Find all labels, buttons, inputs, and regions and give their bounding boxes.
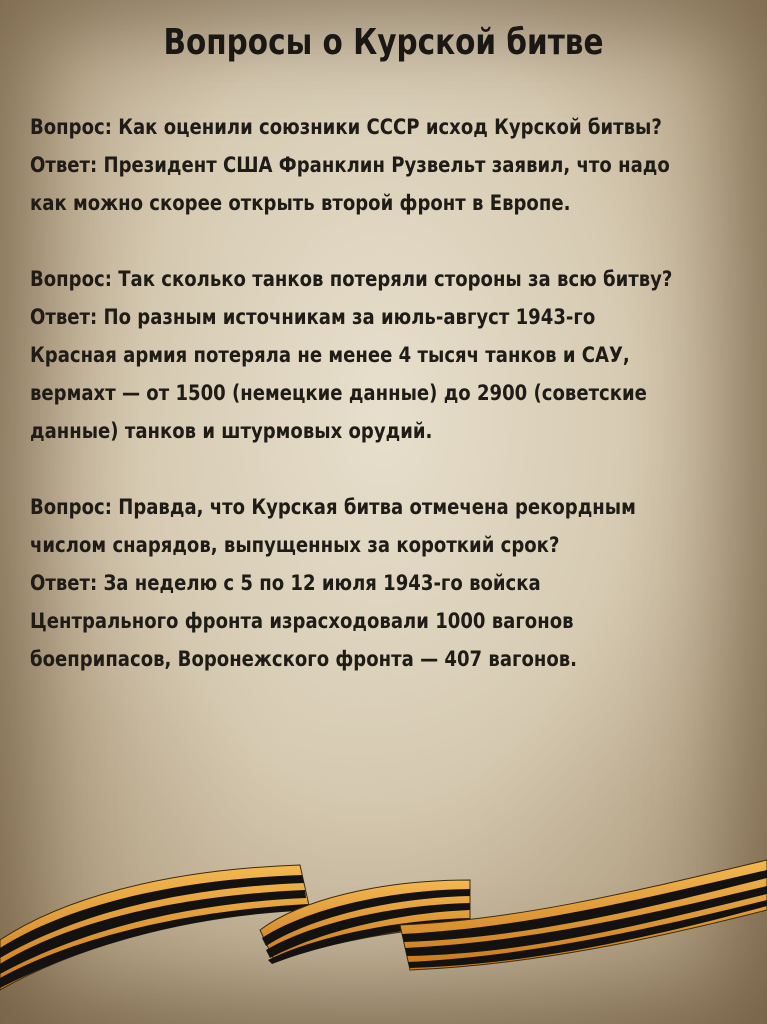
qa-block [30,260,684,450]
qa-block [30,488,684,678]
qa-list [30,108,680,716]
page-title: Вопросы о Курской битве [163,22,604,63]
question-text: Вопрос: Как оценили союзники СССР исход Курской битвы? [30,115,662,139]
question-text: Вопрос: Так сколько танков потеряли стороны за всю битву? [30,267,673,291]
answer-text: Ответ: За неделю с 5 по 12 июля 1943-го войска Центрального фронта израсходовали 1000 вагонов боеприпасов, Воронежского фронта — 407 вагонов. [30,571,578,671]
question-text: Вопрос: Правда, что Курская битва отмечена рекордным числом снарядов, выпущенных за короткий срок? [30,495,636,557]
answer-text: Ответ: Президент США Франклин Рузвельт заявил, что надо как можно скорее открыть второй фронт в Европе. [30,153,670,215]
qa-block [30,108,684,222]
st-george-ribbon-icon [0,850,767,1010]
answer-text: Ответ: По разным источникам за июль-август 1943-го Красная армия потеряла не менее 4 тысяч танков и САУ, вермахт — от 1500 (немецкие данные) до 2900 (советские данные) танков и штурмовых орудий. [30,305,647,443]
